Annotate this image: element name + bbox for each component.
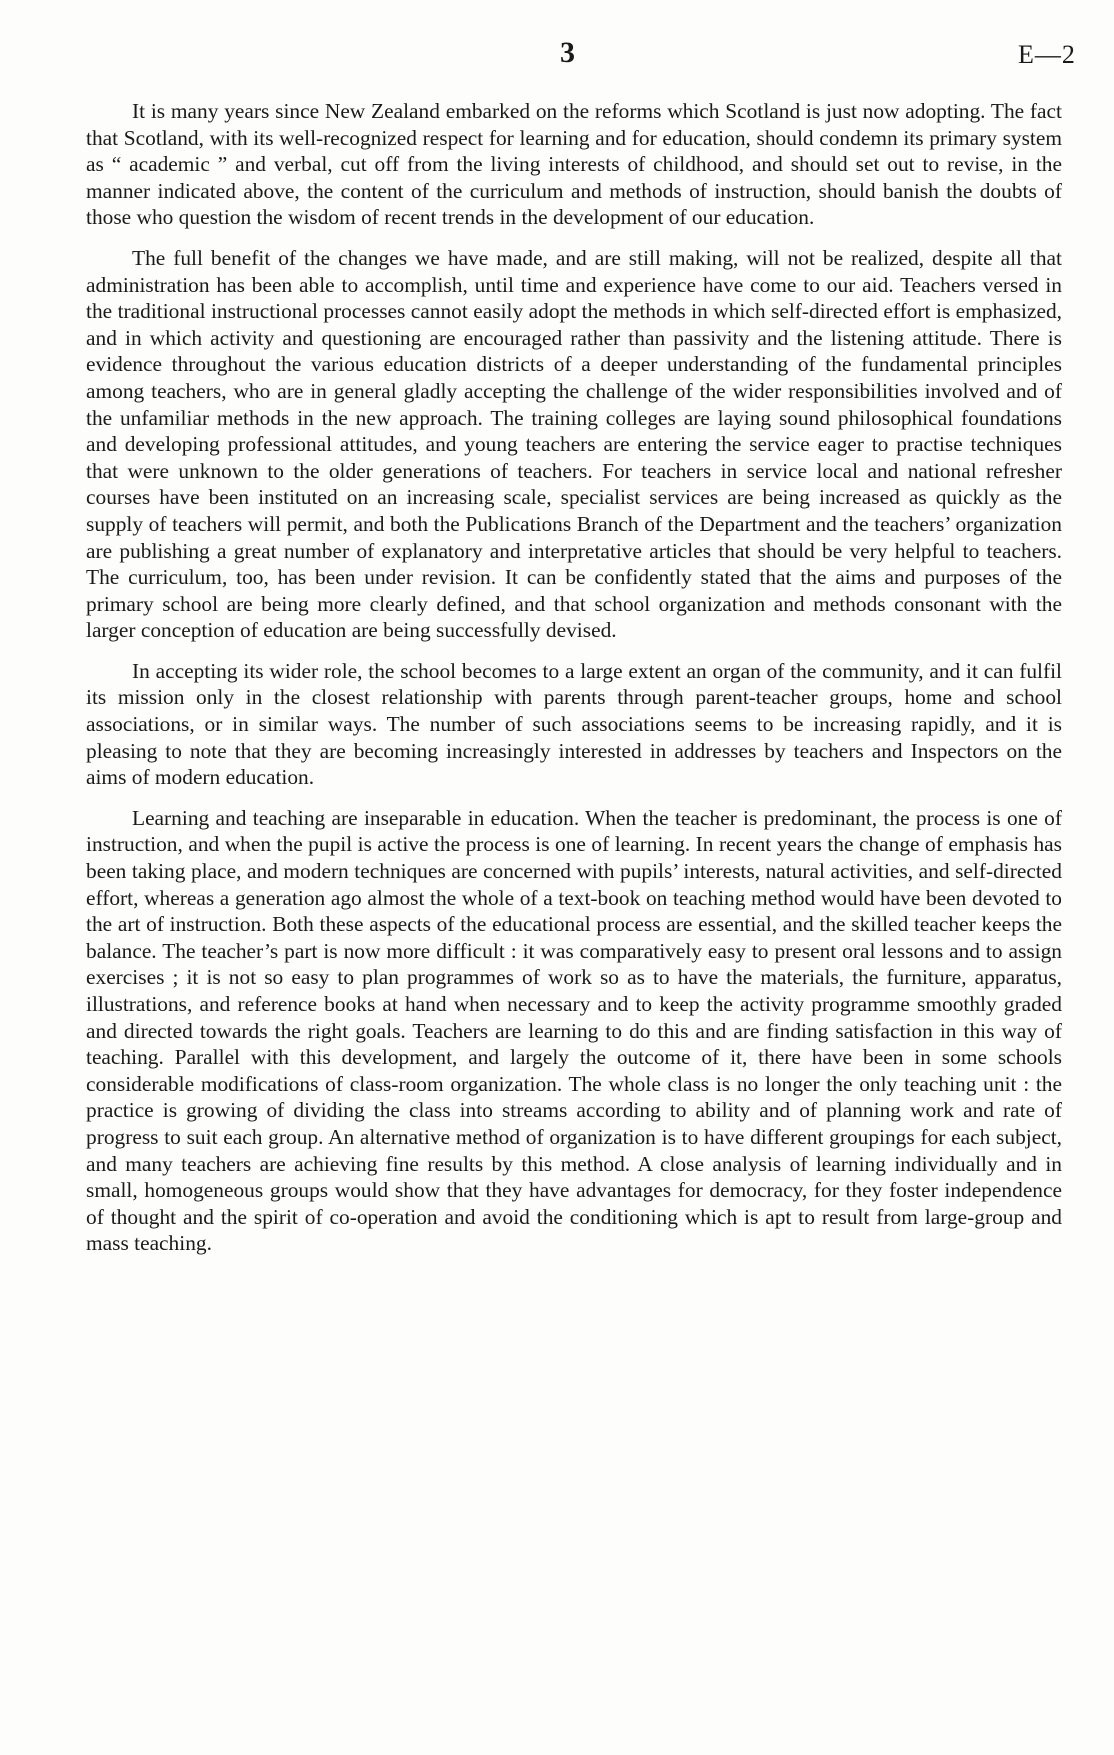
document-reference: E—2	[1018, 40, 1076, 69]
paragraph-learning-teaching: Learning and teaching are inseparable in education. When the teacher is predominant, the process is one of instruction, and when the pupil is active the process is one of learning. In recent years the change of emphasis has been taking place, and modern techniques are concerned with pupils’ interests, natural activities, and self-directed effort, whereas a generation ago almost the whole of a text-book on teaching method would have been devoted to the art of instruction. Both these aspects of the educational process are essential, and the skilled teacher keeps the balance. The teacher’s part is now more difficult : it was comparatively easy to present oral lessons and to assign exercises ; it is not so easy to plan programmes of work so as to have the materials, the furniture, apparatus, illustrations, and reference books at hand when necessary and to keep the activity programme smoothly graded and directed towards the right goals. Teachers are learning to do this and are finding satisfaction in this way of teaching. Parallel with this development, and largely the outcome of it, there have been in some schools considerable modifications of class-room organization. The whole class is no longer the only teaching unit : the practice is growing of dividing the class into streams according to ability and of planning work and rate of progress to suit each group. An alternative method of organization is to have different groupings for each subject, and many teachers are achieving fine results by this method. A close analysis of learning individually and in small, homogeneous groups would show that they have advantages for democracy, for they foster independence of thought and the spirit of co-operation and avoid the conditioning which is apt to result from large-group and mass teaching.	[86, 805, 1062, 1256]
body-text	[86, 98, 1062, 1271]
paragraph-benefit-of-changes: The full benefit of the changes we have made, and are still making, will not be realized, despite all that administration has been able to accomplish, until time and experience have come to our aid. Teachers versed in the traditional instructional processes cannot easily adopt the methods in which self-directed effort is emphasized, and in which activity and questioning are encouraged rather than passivity and the listening attitude. There is evidence throughout the various education districts of a deeper understanding of the fundamental principles among teachers, who are in general gladly accepting the challenge of the wider responsibilities involved and of the unfamiliar methods in the new approach. The training colleges are laying sound philosophical foundations and developing professional attitudes, and young teachers are entering the service eager to practise techniques that were unknown to the older generations of teachers. For teachers in service local and national refresher courses have been instituted on an increasing scale, specialist services are being increased as quickly as the supply of teachers will permit, and both the Publications Branch of the Department and the teachers’ organization are publishing a great number of explanatory and interpretative articles that should be very helpful to teachers. The curriculum, too, has been under revision. It can be confidently stated that the aims and purposes of the primary school are being more clearly defined, and that school organization and methods consonant with the larger conception of education are being successfully devised.	[86, 245, 1062, 643]
paragraph-school-community: In accepting its wider role, the school becomes to a large extent an organ of the community, and it can fulfil its mission only in the closest relationship with parents through parent-teacher groups, home and school associations, or in similar ways. The number of such associations seems to be increasing rapidly, and it is pleasing to note that they are becoming increasingly interested in addresses by teachers and Inspectors on the aims of modern education.	[86, 658, 1062, 790]
page-number: 3	[560, 36, 575, 69]
paragraph-scotland-reforms: It is many years since New Zealand embarked on the reforms which Scotland is just now adopting. The fact that Scotland, with its well-recognized respect for learning and for education, should condemn its primary system as “ academic ” and verbal, cut off from the living interests of childhood, and should set out to revise, in the manner indicated above, the content of the curriculum and methods of instruction, should banish the doubts of those who question the wisdom of recent trends in the development of our education.	[86, 99, 1062, 230]
page-header	[0, 36, 1114, 76]
